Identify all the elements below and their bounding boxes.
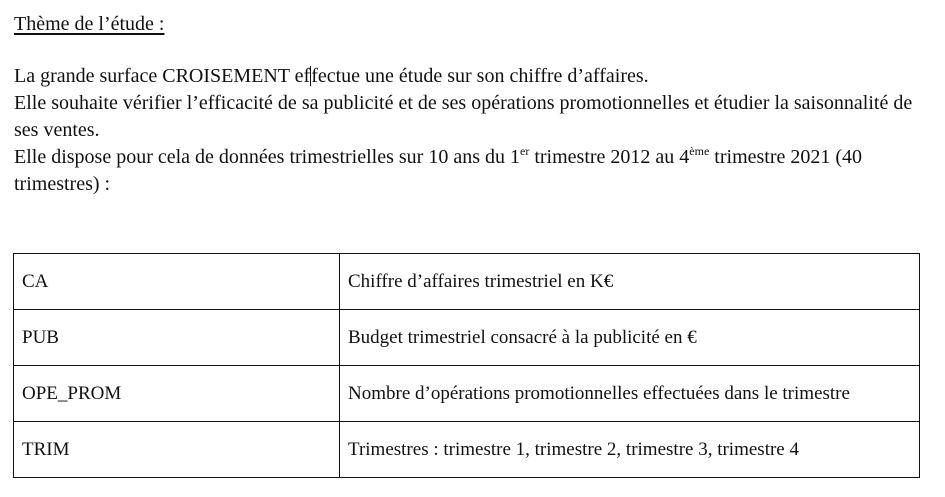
study-description: [14, 63, 934, 198]
paragraph-intro: [14, 63, 934, 90]
intro-text-end: fectue une étude sur son chiffre d’affaires.: [311, 65, 649, 87]
variables-table: [13, 253, 920, 478]
intro-text-start: La grande surface CROISEMENT ef: [14, 65, 311, 87]
paragraph-objective: Elle souhaite vérifier l’efficacité de sa publicité et de ses opérations promotionnelles et étudier la saisonnalité de ses ventes.: [14, 92, 913, 141]
data-scope-text-1: Elle dispose pour cela de données trimestrielles sur 10 ans du 1: [14, 146, 520, 168]
variable-code: CA: [14, 254, 340, 310]
data-scope-text-2: trimestre 2012 au 4: [529, 146, 690, 168]
table-row: [14, 310, 920, 366]
data-scope-text-3: trimestre 2021 (40 trimestres) :: [14, 146, 863, 195]
table-row: [14, 366, 920, 422]
superscript-er: er: [520, 144, 530, 158]
table-row: [14, 422, 920, 478]
variable-code: PUB: [14, 310, 340, 366]
variable-description: Chiffre d’affaires trimestriel en K€: [340, 254, 920, 310]
variable-description: Trimestres : trimestre 1, trimestre 2, trimestre 3, trimestre 4: [340, 422, 920, 478]
variable-code: TRIM: [14, 422, 340, 478]
variable-code: OPE_PROM: [14, 366, 340, 422]
study-theme-heading: Thème de l’étude :: [14, 13, 165, 35]
table-row: [14, 254, 920, 310]
variable-description: Budget trimestriel consacré à la publicité en €: [340, 310, 920, 366]
variable-description: Nombre d’opérations promotionnelles effectuées dans le trimestre: [340, 366, 920, 422]
superscript-eme: ème: [689, 144, 710, 158]
paragraph-data-scope: [14, 144, 934, 198]
